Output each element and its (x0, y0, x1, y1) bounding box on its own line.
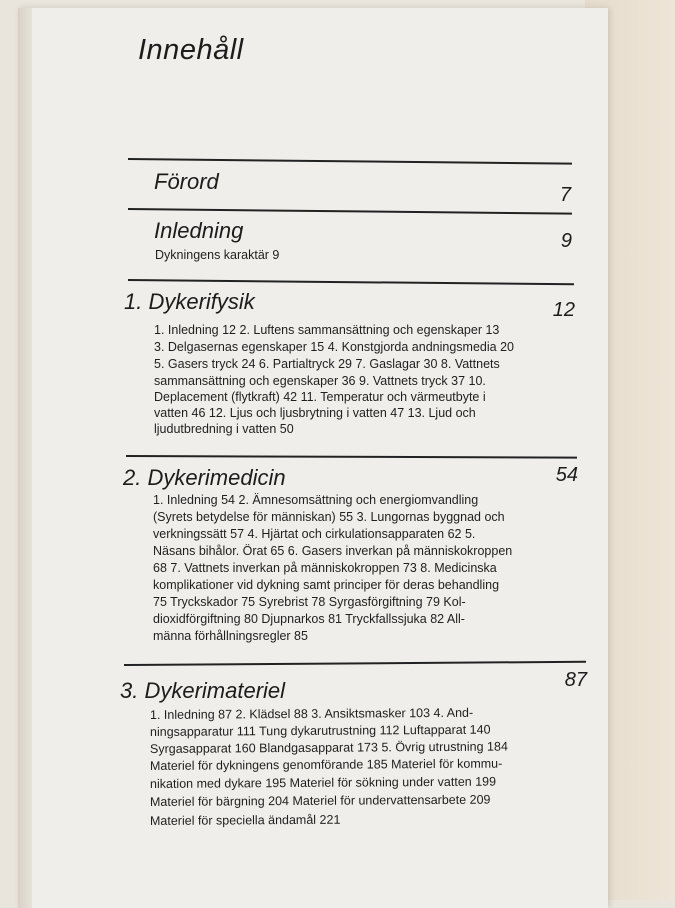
section-line: Deplacement (flytkraft) 42 11. Temperatur och värmeutbyte i (154, 390, 486, 404)
section-line: dioxidförgiftning 80 Djupnarkos 81 Tryckfallssjuka 82 All- (153, 612, 465, 626)
section-line: (Syrets betydelse för människan) 55 3. Lungornas byggnad och (153, 510, 505, 524)
section-line: Näsans bihålor. Örat 65 6. Gasers inverkan på människokroppen (153, 544, 513, 558)
section-line: männa förhållningsregler 85 (153, 629, 308, 643)
section-page-dykerimateriel: 87 (564, 669, 587, 691)
page-edge (18, 8, 32, 908)
section-line: Materiel för bärgning 204 Materiel för undervattensarbete 209 (149, 792, 491, 809)
section-title-dykerifysik: 1. Dykerifysik (124, 289, 255, 314)
section-line: vatten 46 12. Ljus och ljusbrytning i vatten 47 13. Ljud och (154, 406, 476, 420)
section-title-forord: Förord (154, 169, 219, 194)
section-line: 5. Gasers tryck 24 6. Partialtryck 29 7. Gaslagar 30 8. Vattnets (154, 357, 500, 371)
section-line: 68 7. Vattnets inverkan på människokroppen 73 8. Medicinska (153, 561, 497, 575)
section-line: komplikationer vid dykning samt principer för deras behandling (153, 578, 500, 592)
page-title: Innehåll (138, 34, 244, 66)
section-line: sammansättning och egenskaper 36 9. Vattnets tryck 37 10. (154, 374, 486, 388)
section-line: nikation med dykare 195 Materiel för sökning under vatten 199 (149, 774, 497, 791)
section-page-inledning: 9 (560, 230, 572, 252)
section-line: 1. Inledning 54 2. Ämnesomsättning och energiomvandling (153, 493, 479, 507)
section-line: Dykningens karaktär 9 (155, 248, 280, 262)
section-line: 75 Tryckskador 75 Syrebrist 78 Syrgasförgiftning 79 Kol- (153, 595, 466, 609)
section-title-inledning: Inledning (154, 218, 244, 243)
section-line: Materiel för dykningens genomförande 185 Materiel för kommu- (149, 756, 503, 773)
section-line: ljudutbredning i vatten 50 (154, 422, 294, 436)
section-line: Materiel för speciella ändamål 221 (149, 812, 341, 828)
section-page-forord: 7 (559, 184, 571, 206)
section-page-dykerifysik: 12 (552, 299, 575, 321)
section-page-dykerimedicin: 54 (555, 464, 578, 486)
section-title-dykerimateriel: 3. Dykerimateriel (120, 678, 286, 703)
section-line: verkningssätt 57 4. Hjärtat och cirkulationsapparaten 62 5. (153, 527, 476, 541)
section-line: 1. Inledning 12 2. Luftens sammansättning och egenskaper 13 (154, 323, 500, 337)
section-line: 1. Inledning 87 2. Klädsel 88 3. Ansiktsmasker 103 4. And- (149, 705, 474, 722)
section-line: Syrgasapparat 160 Blandgasapparat 173 5. Övrig utrustning 184 (149, 739, 508, 756)
section-title-dykerimedicin: 2. Dykerimedicin (123, 465, 286, 490)
section-line: 3. Delgasernas egenskaper 15 4. Konstgjorda andningsmedia 20 (154, 340, 514, 354)
section-line: ningsapparatur 111 Tung dykarutrustning 112 Luftapparat 140 (149, 722, 491, 739)
